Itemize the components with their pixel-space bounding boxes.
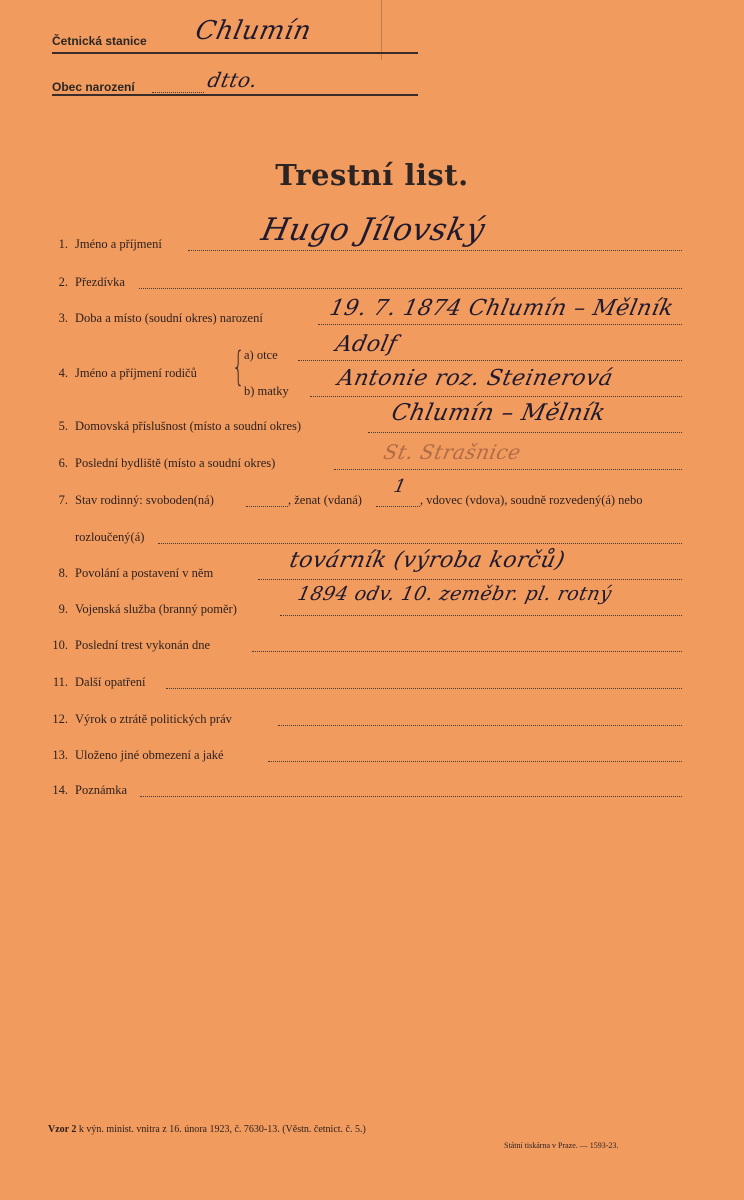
- field-label-military: Vojenská služba (branný poměr): [75, 602, 237, 616]
- field-dots: [258, 579, 682, 580]
- field-number: 1.: [58, 237, 68, 251]
- field-label-name: Jméno a příjmení: [75, 237, 162, 251]
- field-number: 5.: [58, 419, 68, 433]
- field-label-further-measures: Další opatření: [75, 675, 146, 689]
- field-value-birth: 19. 7. 1874 Chlumín – Mělník: [327, 296, 676, 321]
- field-dots: [166, 688, 682, 689]
- field-value-domicile: Chlumín – Mělník: [389, 400, 609, 426]
- field-dots: [252, 651, 682, 652]
- field-value-mother: Antonie roz. Steinerová: [335, 366, 616, 391]
- station-value: Chlumín: [192, 16, 315, 46]
- template-reference: k výn. minist. vnitra z 16. února 1923, č. 7630-13. (Věstn. četnict. č. 5.): [78, 1124, 366, 1135]
- field-label-married: , ženat (vdaná): [288, 493, 362, 507]
- field-dots: [298, 360, 682, 361]
- field-value-military: 1894 odv. 10. zeměbr. pl. rotný: [295, 583, 614, 605]
- field-number: 2.: [58, 275, 68, 289]
- field-value-father: Adolf: [333, 332, 400, 357]
- field-number: 14.: [52, 783, 68, 797]
- brace-glyph: {: [232, 344, 245, 390]
- field-number: 8.: [58, 566, 68, 580]
- field-number: 11.: [52, 675, 68, 689]
- field-dots: [310, 396, 682, 397]
- form-template-note: [48, 1124, 366, 1135]
- field-value-married: 1: [391, 476, 409, 497]
- field-dots: [318, 324, 682, 325]
- field-dots: [139, 288, 682, 289]
- field-label-parents: Jméno a příjmení rodičů: [75, 366, 197, 380]
- field-number: 3.: [58, 311, 68, 325]
- field-number: 4.: [58, 366, 68, 380]
- field-label-mother: b) matky: [244, 384, 289, 398]
- field-label-domicile: Domovská příslušnost (místo a soudní okres): [75, 419, 302, 433]
- field-dots: [140, 796, 682, 797]
- field-dots: [188, 250, 682, 251]
- field-label-note: Poznámka: [75, 783, 128, 797]
- birthplace-dots: [152, 92, 204, 93]
- field-label-birth: Doba a místo (soudní okres) narození: [75, 311, 263, 325]
- field-label-marital: Stav rodinný: svoboden(ná): [75, 493, 214, 507]
- field-number: 10.: [52, 638, 68, 652]
- field-number: 6.: [58, 456, 68, 470]
- station-label: Četnická stanice: [52, 34, 147, 48]
- field-number: 9.: [58, 602, 68, 616]
- field-number: 7.: [58, 493, 68, 507]
- field-label-other-restriction: Uloženo jiné obmezení a jaké: [75, 748, 224, 762]
- field-dots: [334, 469, 682, 470]
- field-label-residence: Poslední bydliště (místo a soudní okres): [75, 456, 276, 470]
- field-label-last-sentence: Poslední trest vykonán dne: [75, 638, 211, 652]
- field-dots: [376, 506, 420, 507]
- field-value-name: Hugo Jílovský: [258, 212, 489, 248]
- field-label-occupation: Povolání a postavení v něm: [75, 566, 214, 580]
- birthplace-label: Obec narození: [52, 80, 135, 94]
- field-dots: [158, 543, 682, 544]
- field-dots: [268, 761, 682, 762]
- field-label-nickname: Přezdívka: [75, 275, 125, 289]
- station-underline: [52, 52, 418, 54]
- printer-imprint: Státní tiskárna v Praze. — 1593-23.: [504, 1141, 619, 1150]
- field-value-residence: St. Strašnice: [381, 440, 524, 464]
- template-code: Vzor 2: [48, 1124, 77, 1135]
- field-dots: [368, 432, 682, 433]
- birthplace-value: dtto.: [205, 68, 260, 92]
- field-value-occupation: továrník (výroba korčů): [287, 548, 568, 573]
- document-title: Trestní list.: [275, 158, 469, 192]
- field-dots: [246, 506, 288, 507]
- field-label-political-rights: Výrok o ztrátě politických práv: [75, 712, 232, 726]
- field-label-widowed: , vdovec (vdova), soudně rozvedený(á) nebo: [420, 493, 643, 507]
- field-dots: [280, 615, 682, 616]
- fold-mark: [381, 0, 382, 60]
- field-number: 12.: [52, 712, 68, 726]
- field-number: 13.: [52, 748, 68, 762]
- birthplace-underline: [52, 94, 418, 96]
- field-dots: [278, 725, 682, 726]
- field-label-father: a) otce: [244, 348, 278, 362]
- field-label-divorced: rozloučený(á): [75, 530, 145, 544]
